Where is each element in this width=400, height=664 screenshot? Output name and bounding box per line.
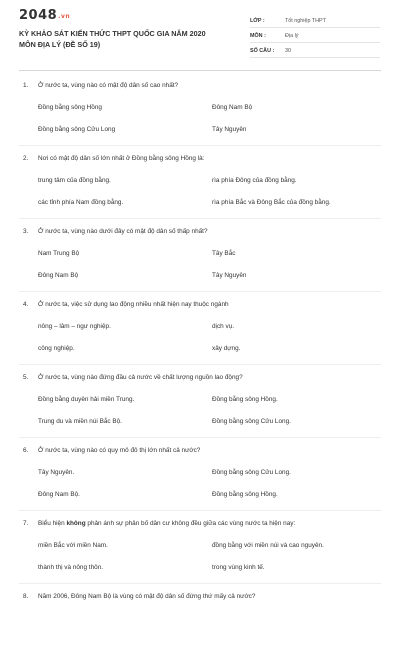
- answer-option[interactable]: Đồng bằng sông Hồng: [38, 104, 102, 111]
- answer-option[interactable]: Tây Nguyên: [212, 272, 247, 279]
- exam-title: [19, 28, 249, 50]
- question-separator: [19, 145, 381, 146]
- question-number: 7.: [23, 520, 29, 527]
- meta-label: LỚP :: [250, 18, 265, 24]
- answer-option[interactable]: Đông Nam Bộ.: [38, 491, 80, 498]
- answer-option[interactable]: Đông Nam Bộ: [38, 272, 79, 279]
- answer-option[interactable]: Tây Nguyên.: [38, 469, 75, 476]
- page-header: [0, 0, 400, 66]
- meta-row-count: [250, 45, 380, 58]
- meta-row-class: [250, 15, 380, 28]
- answer-option[interactable]: Đồng bằng sông Cửu Long: [38, 126, 116, 133]
- exam-title-line2: MÔN ĐỊA LÝ (ĐỀ SỐ 19): [19, 40, 101, 49]
- question-item: [0, 80, 400, 153]
- question-number: 6.: [23, 447, 29, 454]
- header-divider: [19, 70, 381, 71]
- exam-meta: [250, 15, 380, 60]
- answer-option[interactable]: Đồng bằng sông Hồng.: [212, 396, 278, 403]
- question-number: 4.: [23, 301, 29, 308]
- question-text: Ở nước ta, vùng nào dưới đây có mật độ dân số thấp nhất?: [38, 228, 208, 235]
- question-text: [38, 520, 378, 527]
- question-separator: [19, 291, 381, 292]
- meta-value: Tốt nghiệp THPT: [285, 18, 326, 24]
- question-text-emphasis: không: [66, 520, 86, 527]
- site-logo[interactable]: [19, 8, 70, 23]
- question-text: Ở nước ta, vùng nào có mật độ dân số cao nhất?: [38, 82, 179, 89]
- question-text: Ở nước ta, vùng nào có quy mô đô thị lớn nhất cả nước?: [38, 447, 201, 454]
- answer-option[interactable]: Nam Trung Bộ: [38, 250, 80, 257]
- answer-option[interactable]: Đồng bằng sông Hồng.: [212, 491, 278, 498]
- answer-option[interactable]: miền Bắc với miền Nam.: [38, 542, 108, 549]
- answer-option[interactable]: rìa phía Bắc và Đông Bắc của đồng bằng.: [212, 199, 331, 206]
- question-separator: [19, 510, 381, 511]
- question-separator: [19, 364, 381, 365]
- question-number: 2.: [23, 155, 29, 162]
- answer-option[interactable]: Đồng bằng sông Cửu Long.: [212, 418, 291, 425]
- answer-option[interactable]: Đồng bằng duyên hải miền Trung.: [38, 396, 135, 403]
- question-number: 5.: [23, 374, 29, 381]
- answer-option[interactable]: trung tâm của đồng bằng.: [38, 177, 111, 184]
- logo-text: 2048: [19, 8, 58, 23]
- meta-label: SỐ CÂU :: [250, 48, 275, 54]
- answer-option[interactable]: rìa phía Đông của đồng bằng.: [212, 177, 297, 184]
- answer-option[interactable]: Đông Nam Bộ: [212, 104, 253, 111]
- answer-option[interactable]: đồng bằng với miền núi và cao nguyên.: [212, 542, 324, 549]
- answer-option[interactable]: Đồng bằng sông Cửu Long.: [212, 469, 291, 476]
- question-number: 8.: [23, 593, 29, 600]
- question-text: Nơi có mật độ dân số lớn nhất ở Đồng bằng sông Hồng là:: [38, 155, 205, 162]
- answer-option[interactable]: thành thị và nông thôn.: [38, 564, 104, 571]
- meta-value: 30: [285, 48, 291, 54]
- question-item: [0, 518, 400, 591]
- question-number: 1.: [23, 82, 29, 89]
- question-text-part: phản ánh sự phân bố dân cư không đều giữa các vùng nước ta hiện nay:: [85, 520, 296, 527]
- question-item: [0, 372, 400, 445]
- answer-option[interactable]: trong vùng kinh tế.: [212, 564, 265, 571]
- question-item: [0, 445, 400, 518]
- question-text: Ở nước ta, vùng nào đứng đầu cả nước về chất lượng nguồn lao động?: [38, 374, 243, 381]
- answer-option[interactable]: công nghiệp.: [38, 345, 75, 352]
- question-text: Năm 2006, Đông Nam Bộ là vùng có mật độ dân số đứng thứ mấy cả nước?: [38, 593, 256, 600]
- meta-value: Địa lý: [285, 33, 299, 39]
- meta-row-subject: [250, 30, 380, 43]
- answer-option[interactable]: Tây Nguyên: [212, 126, 247, 133]
- question-text: Ở nước ta, việc sử dụng lao động nhiều nhất hiện nay thuộc ngành: [38, 301, 229, 308]
- question-list: [0, 80, 400, 664]
- answer-option[interactable]: dịch vụ.: [212, 323, 235, 330]
- question-item: [0, 153, 400, 226]
- answer-option[interactable]: Trung du và miền núi Bắc Bộ.: [38, 418, 122, 425]
- answer-option[interactable]: xây dựng.: [212, 345, 241, 352]
- question-text-part: Biểu hiện: [38, 520, 67, 527]
- meta-label: MÔN :: [250, 33, 266, 39]
- question-separator: [19, 583, 381, 584]
- question-separator: [19, 218, 381, 219]
- answer-option[interactable]: các tỉnh phía Nam đồng bằng.: [38, 199, 124, 206]
- question-separator: [19, 437, 381, 438]
- logo-suffix: .vn: [58, 13, 71, 20]
- answer-option[interactable]: Tây Bắc: [212, 250, 236, 257]
- answer-option[interactable]: nông – lâm – ngư nghiệp.: [38, 323, 111, 330]
- exam-title-line1: KỲ KHẢO SÁT KIẾN THỨC THPT QUỐC GIA NĂM 2020: [19, 29, 206, 38]
- question-item: [0, 591, 400, 664]
- question-number: 3.: [23, 228, 29, 235]
- question-item: [0, 226, 400, 299]
- question-item: [0, 299, 400, 372]
